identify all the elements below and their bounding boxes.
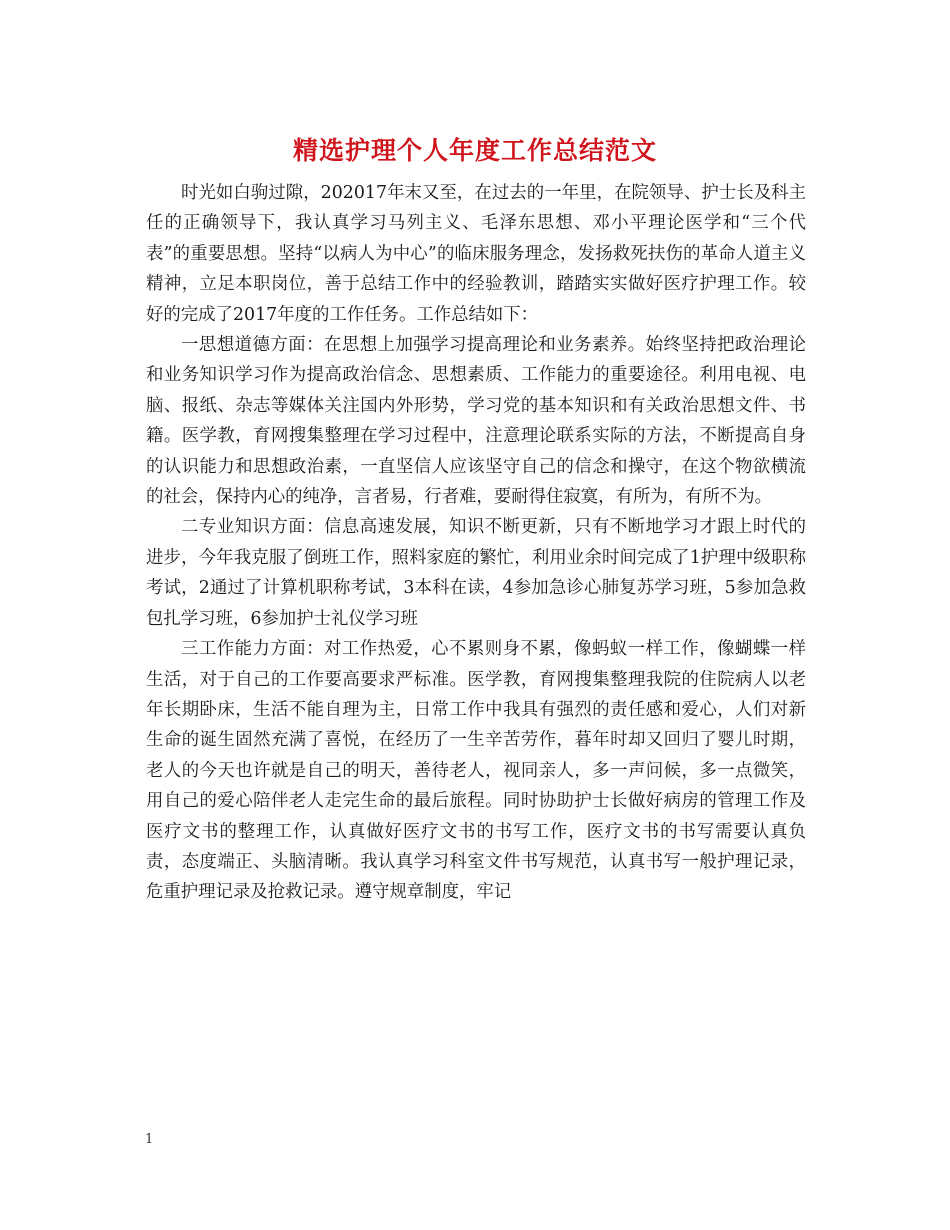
paragraph-intro: 时光如白驹过隙，202017年末又至，在过去的一年里，在院领导、护士长及科主任的正确领导下，我认真学习马列主义、毛泽东思想、邓小平理论医学和“三个代表”的重要思想。坚持“以病人为中心”的临床服务理念，发扬救死扶伤的革命人道主义精神，立足本职岗位，善于总结工作中的经验教训，踏踏实实做好医疗护理工作。较好的完成了2017年度的工作任务。工作总结如下： — [146, 183, 806, 325]
paragraph-professional-knowledge: 二专业知识方面：信息高速发展，知识不断更新，只有不断地学习才跟上时代的进步，今年我克服了倒班工作，照料家庭的繁忙，利用业余时间完成了1护理中级职称考试，2通过了计算机职称考试，3本科在读，4参加急诊心肺复苏学习班，5参加急救包扎学习班，6参加护士礼仪学习班 — [146, 517, 806, 629]
document-title: 精选护理个人年度工作总结范文 — [292, 136, 657, 165]
document-body — [146, 178, 806, 908]
paragraph-work-ability: 三工作能力方面：对工作热爱，心不累则身不累，像蚂蚁一样工作，像蝴蝶一样生活，对于自己的工作要高要求严标准。医学教，育网搜集整理我院的住院病人以老年长期卧床，生活不能自理为主，日常工作中我具有强烈的责任感和爱心，人们对新生命的诞生固然充满了喜悦，在经历了一生辛苦劳作，暮年时却又回归了婴儿时期，老人的今天也许就是自己的明天，善待老人，视同亲人，多一声问候，多一点微笑，用自己的爱心陪伴老人走完生命的最后旅程。同时协助护士长做好病房的管理工作及医疗文书的整理工作，认真做好医疗文书的书写工作，医疗文书的书写需要认真负责，态度端正、头脑清晰。我认真学习科室文件书写规范，认真书写一般护理记录，危重护理记录及抢救记录。遵守规章制度，牢记 — [146, 639, 806, 903]
page-number: 1 — [145, 1132, 154, 1147]
paragraph-ideology: 一思想道德方面：在思想上加强学习提高理论和业务素养。始终坚持把政治理论和业务知识学习作为提高政治信念、思想素质、工作能力的重要途径。利用电视、电脑、报纸、杂志等媒体关注国内外形势，学习党的基本知识和有关政治思想文件、书籍。医学教，育网搜集整理在学习过程中，注意理论联系实际的方法，不断提高自身的认识能力和思想政治素，一直坚信人应该坚守自己的信念和操守，在这个物欲横流的社会，保持内心的纯净，言者易，行者难，要耐得住寂寞，有所为，有所不为。 — [146, 335, 806, 508]
